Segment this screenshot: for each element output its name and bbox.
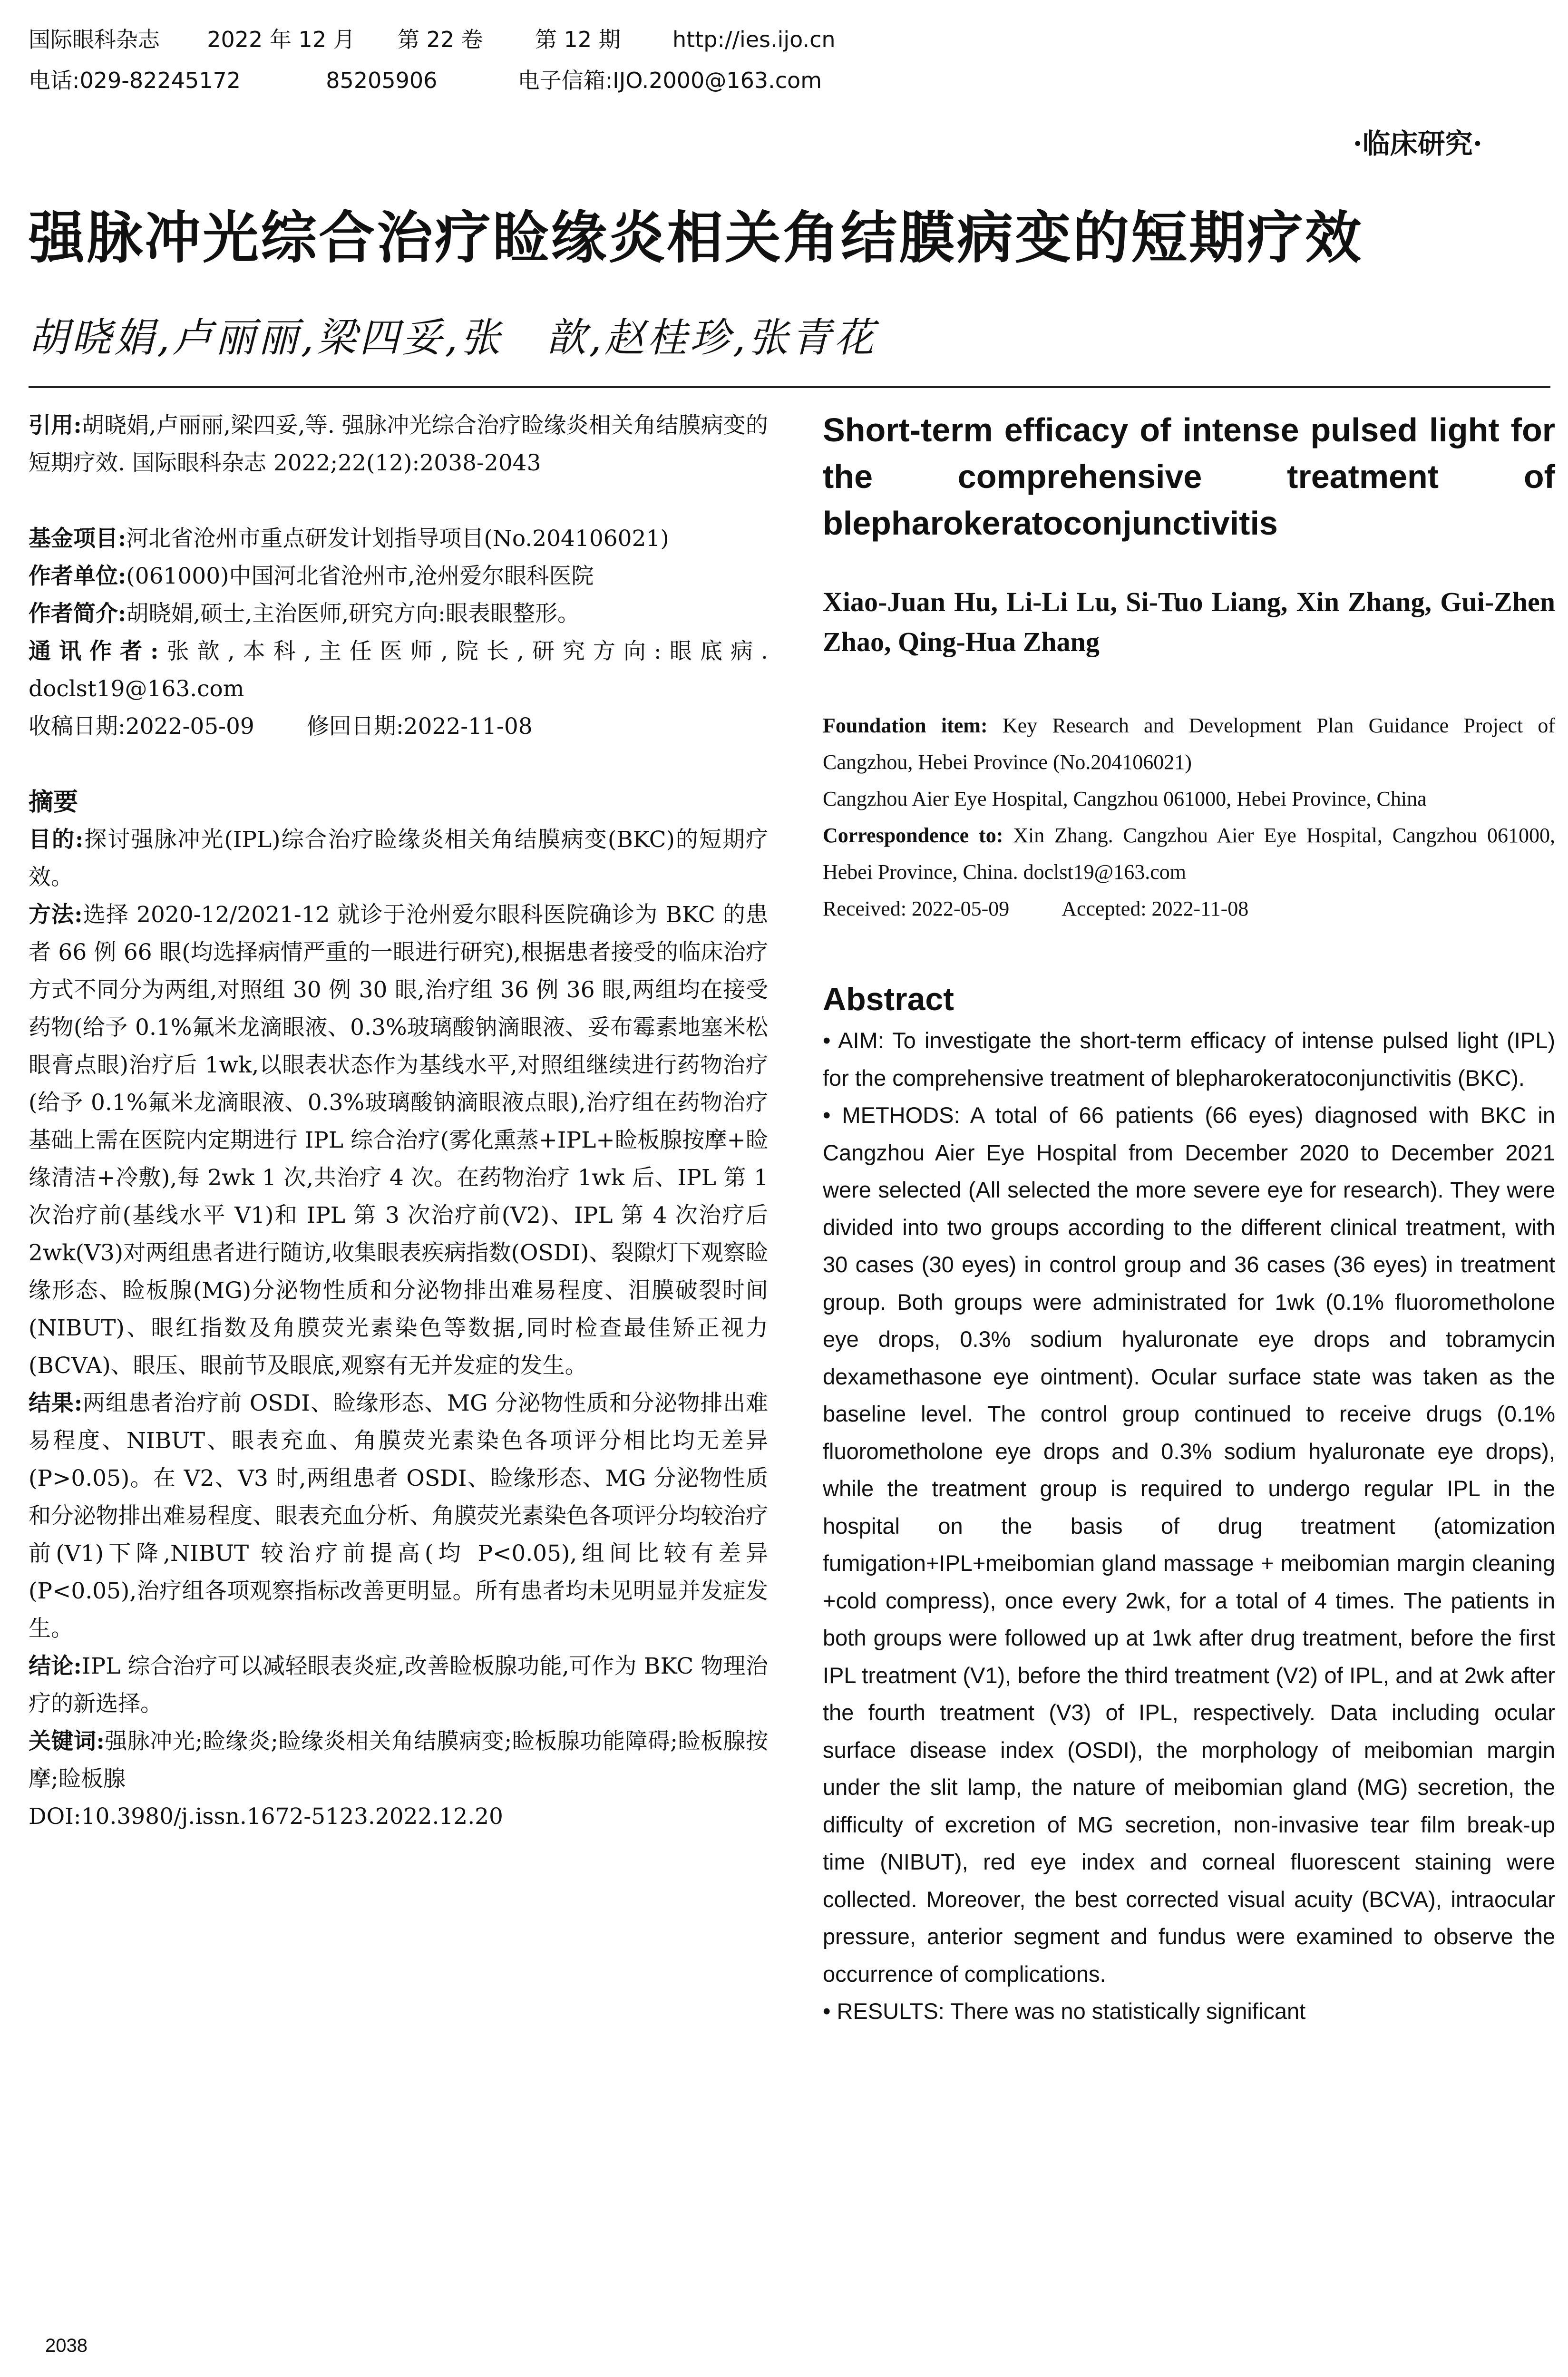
article-authors: 胡晓娟,卢丽丽,梁四妥,张 歆,赵桂珍,张青花 bbox=[29, 314, 877, 361]
page-number: 2038 bbox=[45, 2335, 88, 2356]
corr-text: 张歆,本科,主任医师,院长,研究方向:眼底病. doclst19@163.com bbox=[29, 638, 768, 702]
english-affiliation: Cangzhou Aier Eye Hospital, Cangzhou 061000, Hebei Province, China bbox=[823, 787, 1427, 810]
section-tag: ·临床研究· bbox=[1353, 127, 1482, 160]
journal-name: 国际眼科杂志 bbox=[29, 27, 160, 52]
foundation-text: Key Research and Development Plan Guidance Project of Cangzhou, Hebei Province (No.204106021) bbox=[823, 714, 1555, 774]
aim-label: 目的: bbox=[29, 827, 84, 853]
english-title: Short-term efficacy of intense pulsed light for the comprehensive treatment of blepharokeratoconjunctivitis bbox=[823, 411, 1555, 542]
conclusion-label: 结论: bbox=[29, 1653, 82, 1679]
issue-date: 2022 年 12 月 bbox=[207, 27, 355, 52]
methods-text: 选择 2020-12/2021-12 就诊于沧州爱尔眼科医院确诊为 BKC 的患者 66 例 66 眼(均选择病情严重的一眼进行研究),根据患者接受的临床治疗方式不同分为两组,对照组 30 例 30 眼,治疗组 36 例 36 眼,两组均在接受药物(给予 0.1%氟米龙滴眼液、0.3%玻璃酸钠滴眼液、妥布霉素地塞米松眼膏点眼)治疗后 1wk,以眼表状态作为基线水平,对照组继续进行药物治疗(给予 0.1%氟米龙滴眼液、0.3%玻璃酸钠滴眼液点眼),治疗组在药物治疗基础上需在医院内定期进行 IPL 综合治疗(雾化熏蒸+IPL+睑板腺按摩+睑缘清洁+冷敷),每 2wk 1 次,共治疗 4 次。在药物治疗 1wk 后、IPL 第 1 次治疗前(基线水平 V1)和 IPL 第 3 次治疗前(V2)、IPL 第 4 次治疗后 2wk(V3)对两组患者进行随访,收集眼表疾病指数(OSDI)、裂隙灯下观察睑缘形态、睑板腺(MG)分泌物性质和分泌物排出难易程度、泪膜破裂时间(NIBUT)、眼红指数及角膜荧光素染色等数据,同时检查最佳矫正视力(BCVA)、眼压、眼前节及眼底,观察有无并发症的发生。 bbox=[29, 902, 768, 1379]
affil-label: 作者单位: bbox=[29, 563, 127, 589]
bio-label: 作者简介: bbox=[29, 601, 127, 627]
english-received: Received: 2022-05-09 bbox=[823, 897, 1010, 920]
correspondence-label: Correspondence to: bbox=[823, 824, 1003, 847]
fund-label: 基金项目: bbox=[29, 526, 127, 552]
corresponding-author bbox=[29, 633, 768, 708]
results-en: • RESULTS: There was no statistically significant bbox=[823, 1998, 1306, 2024]
citation bbox=[29, 407, 768, 482]
issue: 第 12 期 bbox=[535, 27, 621, 52]
abstract-heading-en: Abstract bbox=[823, 981, 954, 1017]
doi[interactable]: DOI:10.3980/j.issn.1672-5123.2022.12.20 bbox=[29, 1803, 503, 1830]
english-dates bbox=[823, 890, 1555, 927]
running-header-line1 bbox=[29, 25, 836, 54]
english-abstract-body bbox=[823, 1022, 1555, 2030]
foundation-label: Foundation item: bbox=[823, 714, 988, 737]
citation-text: 胡晓娟,卢丽丽,梁四妥,等. 强脉冲光综合治疗睑缘炎相关角结膜病变的短期疗效. 国际眼科杂志 2022;22(12):2038-2043 bbox=[29, 412, 768, 476]
received-date: 收稿日期:2022-05-09 bbox=[29, 713, 254, 740]
article-title: 强脉冲光综合治疗睑缘炎相关角结膜病变的短期疗效 bbox=[29, 205, 1363, 271]
results-label: 结果: bbox=[29, 1390, 83, 1416]
right-column bbox=[823, 407, 1555, 2030]
methods-en: • METHODS: A total of 66 patients (66 eyes) diagnosed with BKC in Cangzhou Aier Eye Hospital from December 2020 to December 2021 were selected (All selected the more severe eye for research). They were divided into two groups according to the different clinical treatment, with 30 cases (30 eyes) in control group and 36 cases (36 eyes) in treatment group. Both groups were administrated for 1wk (0.1% fluorometholone eye drops, 0.3% sodium hyaluronate eye drops and tobramycin dexamethasone eye ointment). Ocular surface state was taken as the baseline level. The control group continued to receive drugs (0.1% fluorometholone eye drops and 0.3% sodium hyaluronate eye drops), while the treatment group is required to undergo regular IPL in the hospital on the basis of drug treatment (atomization fumigation+IPL+meibomian gland massage + meibomian margin cleaning +cold compress), once every 2wk, for a total of 4 times. The patients in both groups were followed up at 1wk after drug treatment, before the first IPL treatment (V1), before the third treatment (V2) of IPL, and at 2wk after the fourth treatment (V3) of IPL, respectively. Data including ocular surface disease index (OSDI), the morphology of meibomian margin under the slit lamp, the nature of meibomian gland (MG) secretion, the difficulty of excretion of MG secretion, non-invasive tear film break-up time (NIBUT), red eye index and corneal fluorescent staining were collected. Moreover, the best corrected visual acuity (BCVA), intraocular pressure, anterior segment and fundus were examined to observe the occurrence of complications. bbox=[823, 1102, 1555, 1987]
keywords-text: 强脉冲光;睑缘炎;睑缘炎相关角结膜病变;睑板腺功能障碍;睑板腺按摩;睑板腺 bbox=[29, 1728, 768, 1792]
running-header-line2 bbox=[29, 66, 822, 95]
journal-email[interactable]: 电子信箱:IJO.2000@163.com bbox=[517, 68, 822, 93]
phone-2: 85205906 bbox=[326, 68, 438, 93]
volume: 第 22 卷 bbox=[397, 27, 483, 52]
aim-en: • AIM: To investigate the short-term efficacy of intense pulsed light (IPL) for the comprehensive treatment of blepharokeratoconjunctivitis (BKC). bbox=[823, 1028, 1555, 1091]
methods-label: 方法: bbox=[29, 902, 83, 928]
affil-text: (061000)中国河北省沧州市,沧州爱尔眼科医院 bbox=[126, 563, 594, 589]
journal-url[interactable]: http://ies.ijo.cn bbox=[672, 27, 836, 52]
citation-label: 引用: bbox=[29, 412, 82, 438]
affiliation bbox=[29, 557, 768, 595]
aim-cn bbox=[29, 821, 768, 896]
revised-date: 修回日期:2022-11-08 bbox=[306, 713, 533, 740]
results-text: 两组患者治疗前 OSDI、睑缘形态、MG 分泌物性质和分泌物排出难易程度、NIBUT、眼表充血、角膜荧光素染色各项评分相比均无差异(P>0.05)。在 V2、V3 时,两组患者 OSDI、睑缘形态、MG 分泌物性质和分泌物排出难易程度、眼表充血分析、角膜荧光素染色各项评分均较治疗前(V1)下降,NIBUT 较治疗前提高(均 P<0.05),组间比较有差异(P<0.05),治疗组各项观察指标改善更明显。所有患者均未见明显并发症发生。 bbox=[29, 1390, 768, 1642]
correspondence bbox=[823, 817, 1555, 890]
correspondence-text: Xin Zhang. Cangzhou Aier Eye Hospital, Cangzhou 061000, Hebei Province, China. doclst19@163.com bbox=[823, 824, 1556, 884]
bio-text: 胡晓娟,硕士,主治医师,研究方向:眼表眼整形。 bbox=[126, 601, 580, 627]
author-bio bbox=[29, 595, 768, 633]
fund-text: 河北省沧州市重点研发计划指导项目(No.204106021) bbox=[126, 526, 669, 552]
left-column bbox=[29, 407, 768, 1835]
conclusion-cn bbox=[29, 1647, 768, 1723]
conclusion-text: IPL 综合治疗可以减轻眼表炎症,改善睑板腺功能,可作为 BKC 物理治疗的新选择。 bbox=[29, 1653, 768, 1717]
fund bbox=[29, 520, 768, 557]
keywords-cn bbox=[29, 1723, 768, 1798]
corr-label: 通讯作者: bbox=[29, 638, 159, 664]
title-divider bbox=[29, 386, 1550, 388]
keywords-label: 关键词: bbox=[29, 1728, 105, 1754]
dates bbox=[29, 708, 768, 745]
english-front-info bbox=[823, 707, 1555, 927]
english-authors: Xiao-Juan Hu, Li-Li Lu, Si-Tuo Liang, Xin Zhang, Gui-Zhen Zhao, Qing-Hua Zhang bbox=[823, 586, 1555, 657]
foundation-item bbox=[823, 707, 1555, 780]
abstract-heading-cn: 摘要 bbox=[29, 788, 78, 817]
phone: 电话:029-82245172 bbox=[29, 68, 241, 93]
methods-cn bbox=[29, 896, 768, 1384]
aim-text: 探讨强脉冲光(IPL)综合治疗睑缘炎相关角结膜病变(BKC)的短期疗效。 bbox=[29, 827, 768, 890]
english-accepted: Accepted: 2022-11-08 bbox=[1062, 897, 1249, 920]
results-cn bbox=[29, 1384, 768, 1647]
